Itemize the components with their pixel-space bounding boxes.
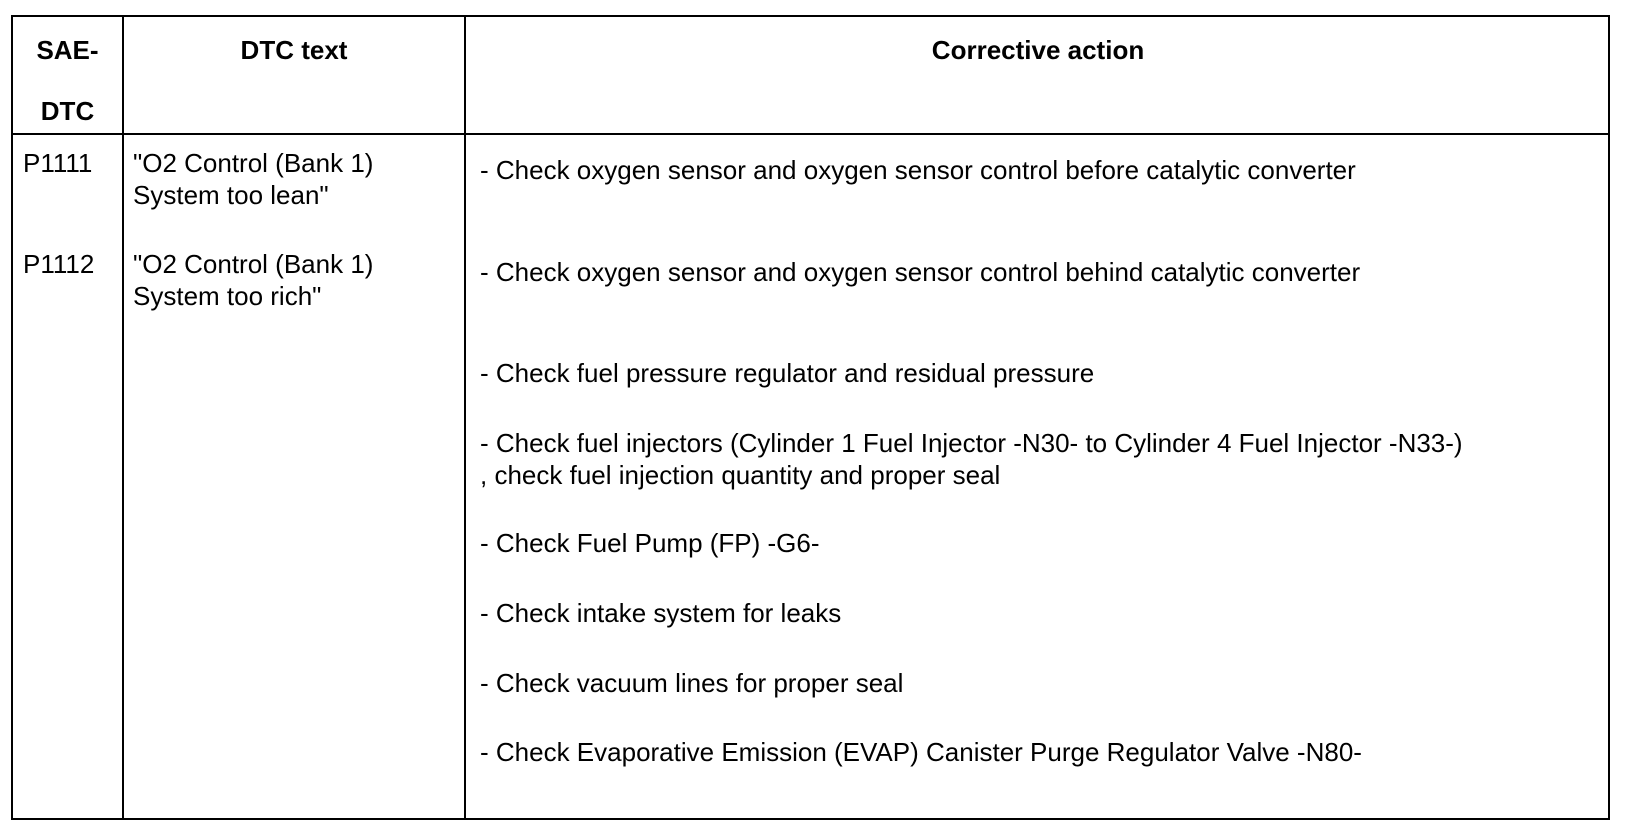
corrective-action-item: - Check intake system for leaks bbox=[480, 598, 842, 628]
dtc-table bbox=[11, 15, 1610, 820]
column-divider-dtc-text bbox=[464, 17, 466, 818]
header-sae-dtc-line2: DTC bbox=[40, 96, 95, 126]
dtc-code: P1111 bbox=[23, 148, 93, 178]
corrective-action-item: - Check Fuel Pump (FP) -G6- bbox=[480, 528, 820, 558]
corrective-action-item: - Check fuel injectors (Cylinder 1 Fuel Injector -N30- to Cylinder 4 Fuel Injector -N33-) , check fuel injection quantity and proper seal bbox=[480, 428, 1463, 490]
corrective-action-item: - Check fuel pressure regulator and residual pressure bbox=[480, 358, 1095, 388]
dtc-code: P1112 bbox=[23, 249, 95, 279]
dtc-description: "O2 Control (Bank 1) System too rich" bbox=[133, 249, 374, 311]
dtc-description: "O2 Control (Bank 1) System too lean" bbox=[133, 148, 374, 210]
corrective-action-item: - Check Evaporative Emission (EVAP) Canister Purge Regulator Valve -N80- bbox=[480, 737, 1362, 767]
corrective-action-item: - Check oxygen sensor and oxygen sensor control behind catalytic converter bbox=[480, 257, 1361, 287]
corrective-action-item: - Check vacuum lines for proper seal bbox=[480, 668, 904, 698]
column-divider-sae bbox=[122, 17, 124, 818]
header-sae-dtc-line1: SAE- bbox=[36, 35, 99, 65]
header-corrective-action: Corrective action bbox=[931, 35, 1145, 65]
header-divider bbox=[13, 133, 1608, 135]
header-dtc-text: DTC text bbox=[240, 35, 348, 65]
corrective-action-item: - Check oxygen sensor and oxygen sensor control before catalytic converter bbox=[480, 155, 1356, 185]
